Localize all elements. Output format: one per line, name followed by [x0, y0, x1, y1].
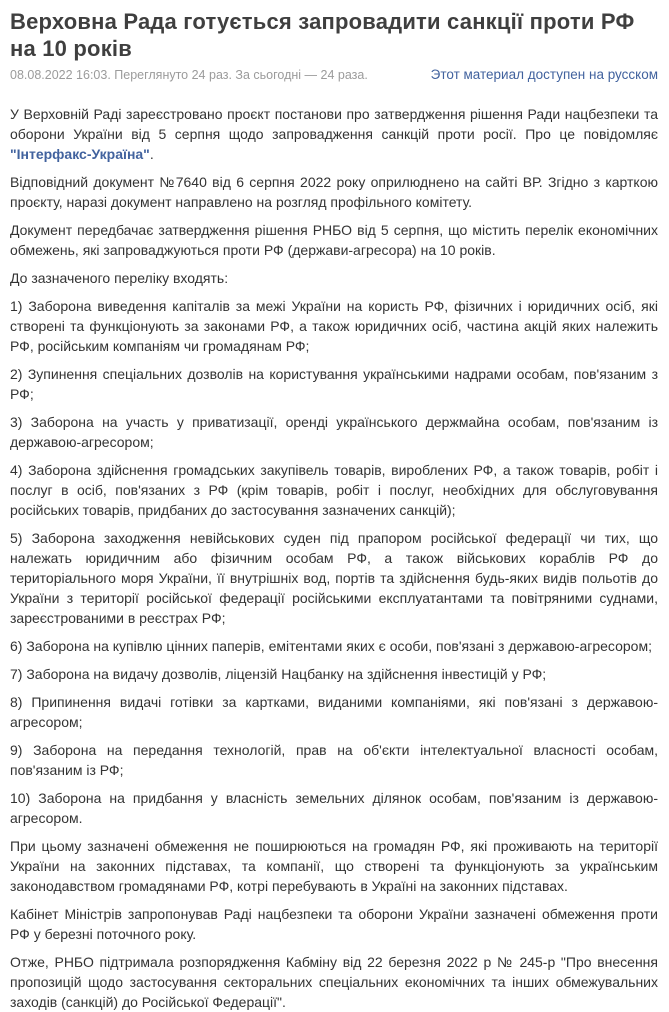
- paragraph-decision: Документ передбачає затвердження рішення РНБО від 5 серпня, що містить перелік економічних обмежень, які запроваджуються проти РФ (держави-агресора) на 10 років.: [10, 222, 658, 258]
- interfax-ukraine-link[interactable]: "Інтерфакс-Україна": [10, 146, 150, 162]
- russian-version-link[interactable]: Этот материал доступен на русском: [430, 67, 658, 82]
- sanction-item-5: 5) Заборона заходження невійськових суден під прапором російської федерації чи тих, що належать юридичним або фізичним особам РФ, а також військових кораблів РФ до територіального моря України, її внутрішніх вод, портів та здійснення будь-яких видів польотів до України з території російської федерації російськими експлуатантами та повітряними суднами, зареєстрованими в реєстрах РФ;: [10, 530, 658, 626]
- article-body: [10, 104, 658, 1012]
- paragraph-document: Відповідний документ №7640 від 6 серпня 2022 року оприлюднено на сайті ВР. Згідно з карткою проєкту, наразі документ направлено на розгляд профільного комітету.: [10, 174, 658, 210]
- page-title: Верховна Рада готується запровадити санкції проти РФ на 10 років: [10, 9, 635, 61]
- sanction-item-8: 8) Припинення видачі готівки за картками, виданими компаніями, які пов'язані з державою-агресором;: [10, 694, 658, 730]
- sanction-item-4: 4) Заборона здійснення громадських закупівель товарів, вироблених РФ, а також товарів, робіт і послуг в осіб, пов'язаних з РФ (крім товарів, робіт і послуг, необхідних для обслуговування російських товарів, придбаних до застосування зазначених санкцій);: [10, 462, 658, 518]
- intro-text-after: .: [149, 146, 154, 162]
- sanction-item-3: 3) Заборона на участь у приватизації, оренді українського держмайна особам, пов'язаним із державою-агресором;: [10, 414, 658, 450]
- paragraph-exceptions: При цьому зазначені обмеження не поширюються на громадян РФ, які проживають на території України на законних підставах, та компанії, що створені та функціонують за українським законодавством громадянами РФ, котрі перебувають в Україні на законних підставах.: [10, 838, 658, 894]
- intro-text-before: У Верховній Раді зареєстровано проєкт постанови про затвердження рішення Ради нацбезпеки та оборони України від 5 серпня щодо запровадження санкцій проти росії. Про це повідомляє: [10, 106, 658, 142]
- paragraph-cabinet: Кабінет Міністрів запропонував Раді нацбезпеки та оборони України зазначені обмеження проти РФ у березні поточного року.: [10, 906, 658, 942]
- sanction-item-6: 6) Заборона на купівлю цінних паперів, емітентами яких є особи, пов'язані з державою-агресором;: [10, 638, 652, 654]
- sanction-item-9: 9) Заборона на передання технологій, прав на об'єкти інтелектуальної власності особам, пов'язаним із РФ;: [10, 742, 658, 778]
- sanction-item-1: 1) Заборона виведення капіталів за межі України на користь РФ, фізичних і юридичних осіб, які створені та функціонують за законами РФ, а також юридичних осіб, частина акцій яких належить РФ, російським компаніям чи громадянам РФ;: [10, 298, 658, 354]
- list-intro: До зазначеного переліку входять:: [10, 270, 229, 286]
- sanction-item-7: 7) Заборона на видачу дозволів, ліцензій Нацбанку на здійснення інвестицій у РФ;: [10, 666, 547, 682]
- sanction-item-10: 10) Заборона на придбання у власність земельних ділянок особам, пов'язаним із державою-агресором.: [10, 790, 658, 826]
- sanction-item-2: 2) Зупинення спеціальних дозволів на користування українськими надрами особам, пов'язаним з РФ;: [10, 366, 658, 402]
- paragraph-conclusion: Отже, РНБО підтримала розпорядження Кабміну від 22 березня 2022 р № 245-р "Про внесення пропозицій щодо застосування секторальних спеціальних економічних та інших обмежувальних заходів (санкцій) до Російської Федерації".: [10, 954, 658, 1010]
- meta-row: [10, 67, 658, 82]
- intro-paragraph: [10, 104, 658, 164]
- article-meta: 08.08.2022 16:03. Переглянуто 24 раз. За сьогодні — 24 раза.: [10, 68, 368, 82]
